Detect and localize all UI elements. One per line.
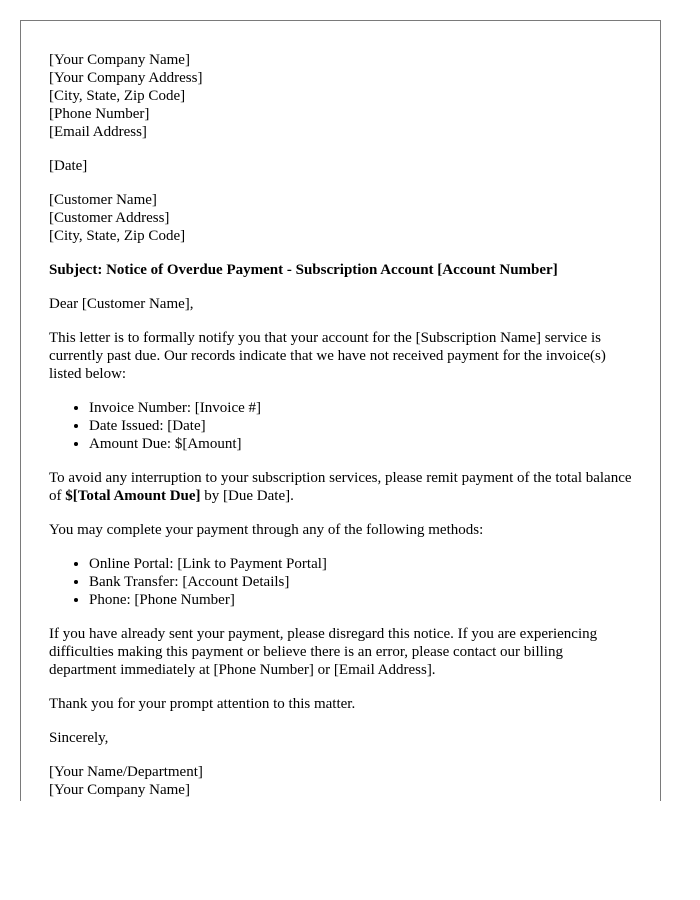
letter-page	[20, 20, 661, 801]
disregard-paragraph: If you have already sent your payment, please disregard this notice. If you are experiencing difficulties making this payment or believe there is an error, please contact our billing department immediately at [Phone Number] or [Email Address].	[49, 626, 598, 678]
sender-company-address: [Your Company Address]	[49, 70, 203, 86]
remit-paragraph	[49, 469, 632, 505]
intro-paragraph: This letter is to formally notify you that your account for the [Subscription Name] service is currently past due. Our records indicate that we have not received payment for the invoice(s) listed below:	[49, 330, 606, 382]
methods-intro: You may complete your payment through any of the following methods:	[49, 522, 484, 538]
payment-method-item: • Online Portal: [Link to Payment Portal]	[89, 555, 632, 573]
signature-block	[49, 763, 632, 799]
invoice-list-item: • Invoice Number: [Invoice #]	[89, 399, 632, 417]
signature-name-department: [Your Name/Department]	[49, 764, 203, 780]
recipient-name: [Customer Name]	[49, 192, 157, 208]
sender-email: [Email Address]	[49, 124, 147, 140]
closing: Sincerely,	[49, 730, 109, 746]
invoice-list	[49, 399, 632, 453]
recipient-address: [Customer Address]	[49, 210, 170, 226]
recipient-city-state-zip: [City, State, Zip Code]	[49, 228, 186, 244]
recipient-address-block	[49, 191, 632, 245]
payment-method-item: • Phone: [Phone Number]	[89, 591, 632, 609]
remit-text-after: by [Due Date].	[200, 488, 294, 504]
invoice-list-item: • Date Issued: [Date]	[89, 417, 632, 435]
letter-date: [Date]	[49, 158, 88, 174]
payment-methods-list	[49, 555, 632, 609]
thanks-paragraph: Thank you for your prompt attention to this matter.	[49, 696, 356, 712]
sender-address-block	[49, 51, 632, 141]
payment-method-item: • Bank Transfer: [Account Details]	[89, 573, 632, 591]
invoice-list-item: • Amount Due: $[Amount]	[89, 435, 632, 453]
signature-company-name: [Your Company Name]	[49, 782, 190, 798]
subject-line: Subject: Notice of Overdue Payment - Subscription Account [Account Number]	[49, 262, 558, 278]
sender-company-name: [Your Company Name]	[49, 52, 190, 68]
remit-text-before: To avoid any interruption to your subscription services, please remit payment of the total balance of	[49, 470, 632, 504]
sender-city-state-zip: [City, State, Zip Code]	[49, 88, 186, 104]
sender-phone: [Phone Number]	[49, 106, 150, 122]
salutation: Dear [Customer Name],	[49, 296, 194, 312]
total-amount-due: $[Total Amount Due]	[65, 488, 201, 504]
